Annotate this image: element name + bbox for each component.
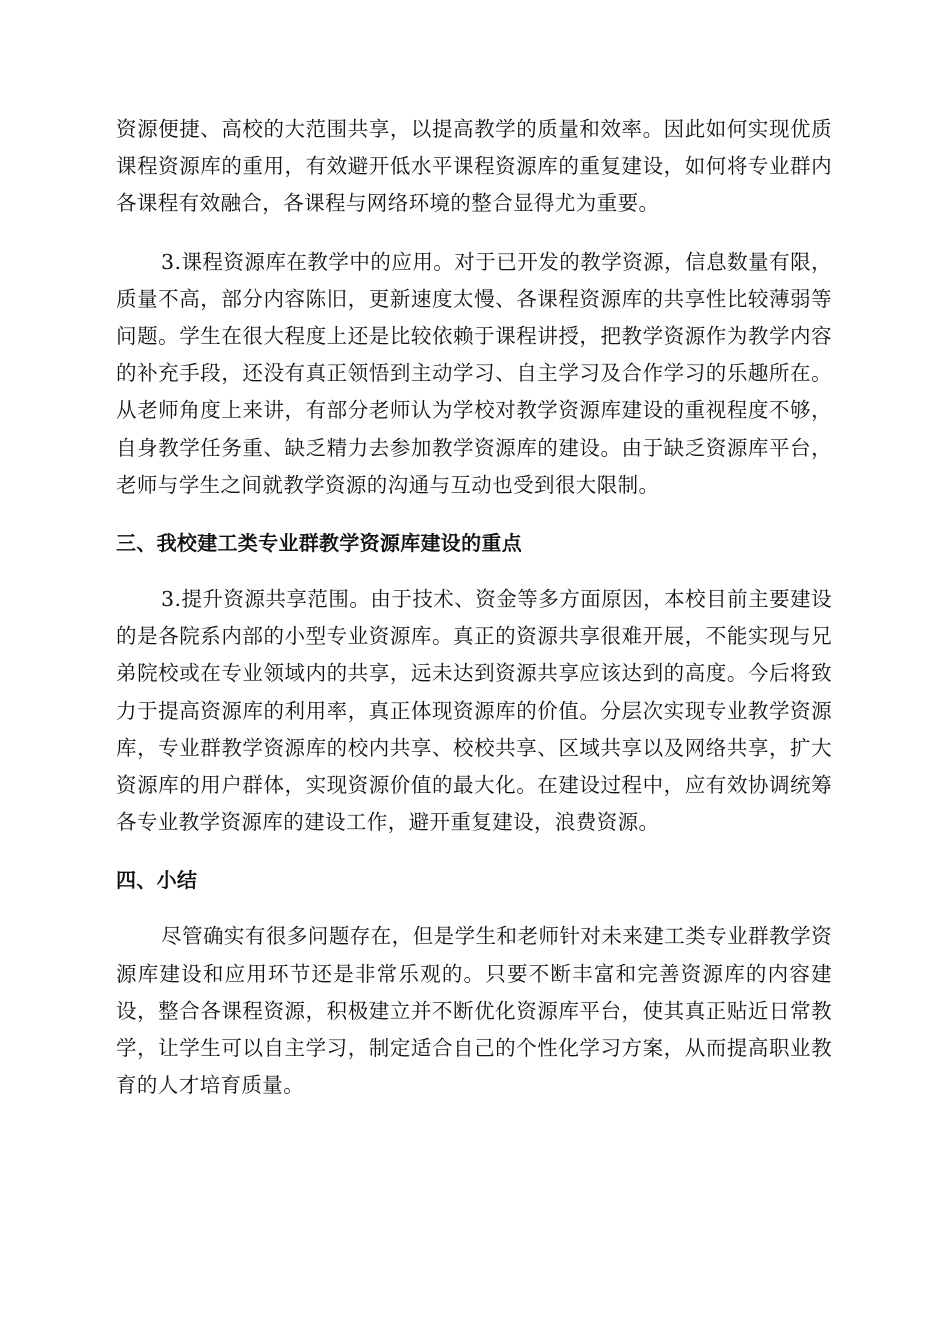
document-page [116,111,832,1125]
paragraph-summary: 尽管确实有很多问题存在，但是学生和老师针对未来建工类专业群教学资源库建设和应用环节还是非常乐观的。只要不断丰富和完善资源库的内容建设，整合各课程资源，积极建立并不断优化资源库平台，使其真正贴近日常教学，让学生可以自主学习，制定适合自己的个性化学习方案，从而提高职业教育的人才培育质量。 [116,924,832,1098]
section-heading-4: 四、小结 [116,868,198,893]
paragraph-resource-application: 3.课程资源库在教学中的应用。对于已开发的教学资源，信息数量有限，质量不高，部分内容陈旧，更新速度太慢、各课程资源库的共享性比较薄弱等问题。学生在很大程度上还是比较依赖于课程讲授，把教学资源作为教学内容的补充手段，还没有真正领悟到主动学习、自主学习及合作学习的乐趣所在。从老师角度上来讲，有部分老师认为学校对教学资源库建设的重视程度不够，自身教学任务重、缺乏精力去参加教学资源库的建设。由于缺乏资源库平台，老师与学生之间就教学资源的沟通与互动也受到很大限制。 [116,249,832,497]
section-heading-3: 三、我校建工类专业群教学资源库建设的重点 [116,531,522,556]
paragraph-resource-sharing: 3.提升资源共享范围。由于技术、资金等多方面原因，本校目前主要建设的是各院系内部的小型专业资源库。真正的资源共享很难开展，不能实现与兄弟院校或在专业领域内的共享，远未达到资源共享应该达到的高度。今后将致力于提高资源库的利用率，真正体现资源库的价值。分层次实现专业教学资源库，专业群教学资源库的校内共享、校校共享、区域共享以及网络共享，扩大资源库的用户群体，实现资源价值的最大化。在建设过程中，应有效协调统筹各专业教学资源库的建设工作，避开重复建设，浪费资源。 [116,587,832,835]
paragraph-continuation: 资源便捷、高校的大范围共享，以提高教学的质量和效率。因此如何实现优质课程资源库的重用，有效避开低水平课程资源库的重复建设，如何将专业群内各课程有效融合，各课程与网络环境的整合显得尤为重要。 [116,117,832,216]
